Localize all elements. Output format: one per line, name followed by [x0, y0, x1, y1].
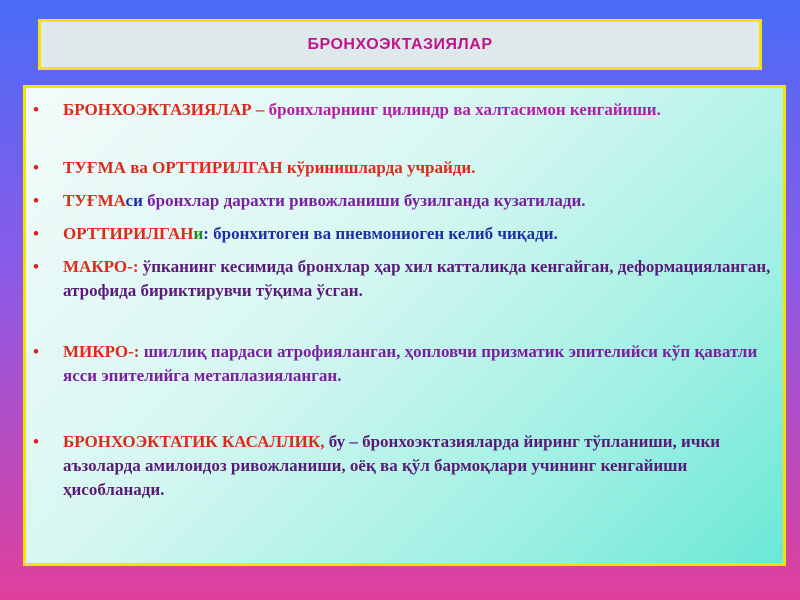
term-micro: МИКРО-:: [63, 342, 140, 361]
bullet-marker: •: [33, 432, 39, 451]
forms-text: кўринишларда учрайди.: [282, 158, 476, 177]
slide-title-box: [38, 19, 762, 70]
bullet-item-acquired: [33, 222, 773, 246]
bullet-marker: •: [33, 224, 39, 243]
term-acquired: ОРТТИРИЛГАН: [152, 158, 283, 177]
bullet-item-macro: [33, 255, 773, 303]
disease-text: бу – бронхоэктазияларда йиринг тўпланиши, ички аъзоларда амилоидоз ривожланиши, оёқ ва қўл бармоқлари учининг кенгайиши ҳисобланади.: [63, 432, 721, 499]
slide-title: БРОНХОЭКТАЗИЯЛАР: [307, 35, 493, 53]
separator-dash: –: [251, 100, 269, 119]
term-bronchiectasis: БРОНХОЭКТАЗИЯЛАР: [63, 100, 252, 119]
macro-text: ўпканинг кесимида бронхлар ҳар хил катталикда кенгайган, деформацияланган, атрофида бириктирувчи тўқима ўсган.: [63, 257, 771, 300]
term-acquired: ОРТТИРИЛГАН: [63, 224, 194, 243]
bullet-item-forms: [33, 156, 773, 180]
bullet-marker: •: [33, 342, 39, 361]
conjunction-text: ва: [125, 158, 153, 177]
term-congenital: ТУҒМА: [63, 191, 126, 210]
bullet-marker: •: [33, 191, 39, 210]
term-disease: БРОНХОЭКТАТИК КАСАЛЛИК,: [63, 432, 325, 451]
term-macro: МАКРО-:: [63, 257, 139, 276]
term-congenital: ТУҒМА: [63, 158, 126, 177]
term-suffix: и: [193, 224, 204, 243]
bullet-item-congenital: [33, 189, 773, 213]
bullet-item-disease: [33, 430, 773, 502]
acquired-text: : бронхитоген ва пневмониоген келиб чиқади.: [203, 224, 558, 243]
bullet-item-definition: [33, 98, 773, 122]
congenital-text: бронхлар дарахти ривожланиши бузилганда кузатилади.: [142, 191, 586, 210]
bullet-marker: •: [33, 158, 39, 177]
content-box: [23, 85, 786, 566]
bullet-marker: •: [33, 257, 39, 276]
definition-text: бронхларнинг цилиндр ва халтасимон кенгайиши.: [268, 100, 661, 119]
bullet-marker: •: [33, 100, 39, 119]
bullet-item-micro: [33, 340, 773, 388]
micro-text: шиллиқ пардаси атрофияланган, ҳопловчи призматик эпителийси кўп қаватли ясси эпителийга метаплазияланган.: [63, 342, 758, 385]
term-suffix: си: [125, 191, 143, 210]
